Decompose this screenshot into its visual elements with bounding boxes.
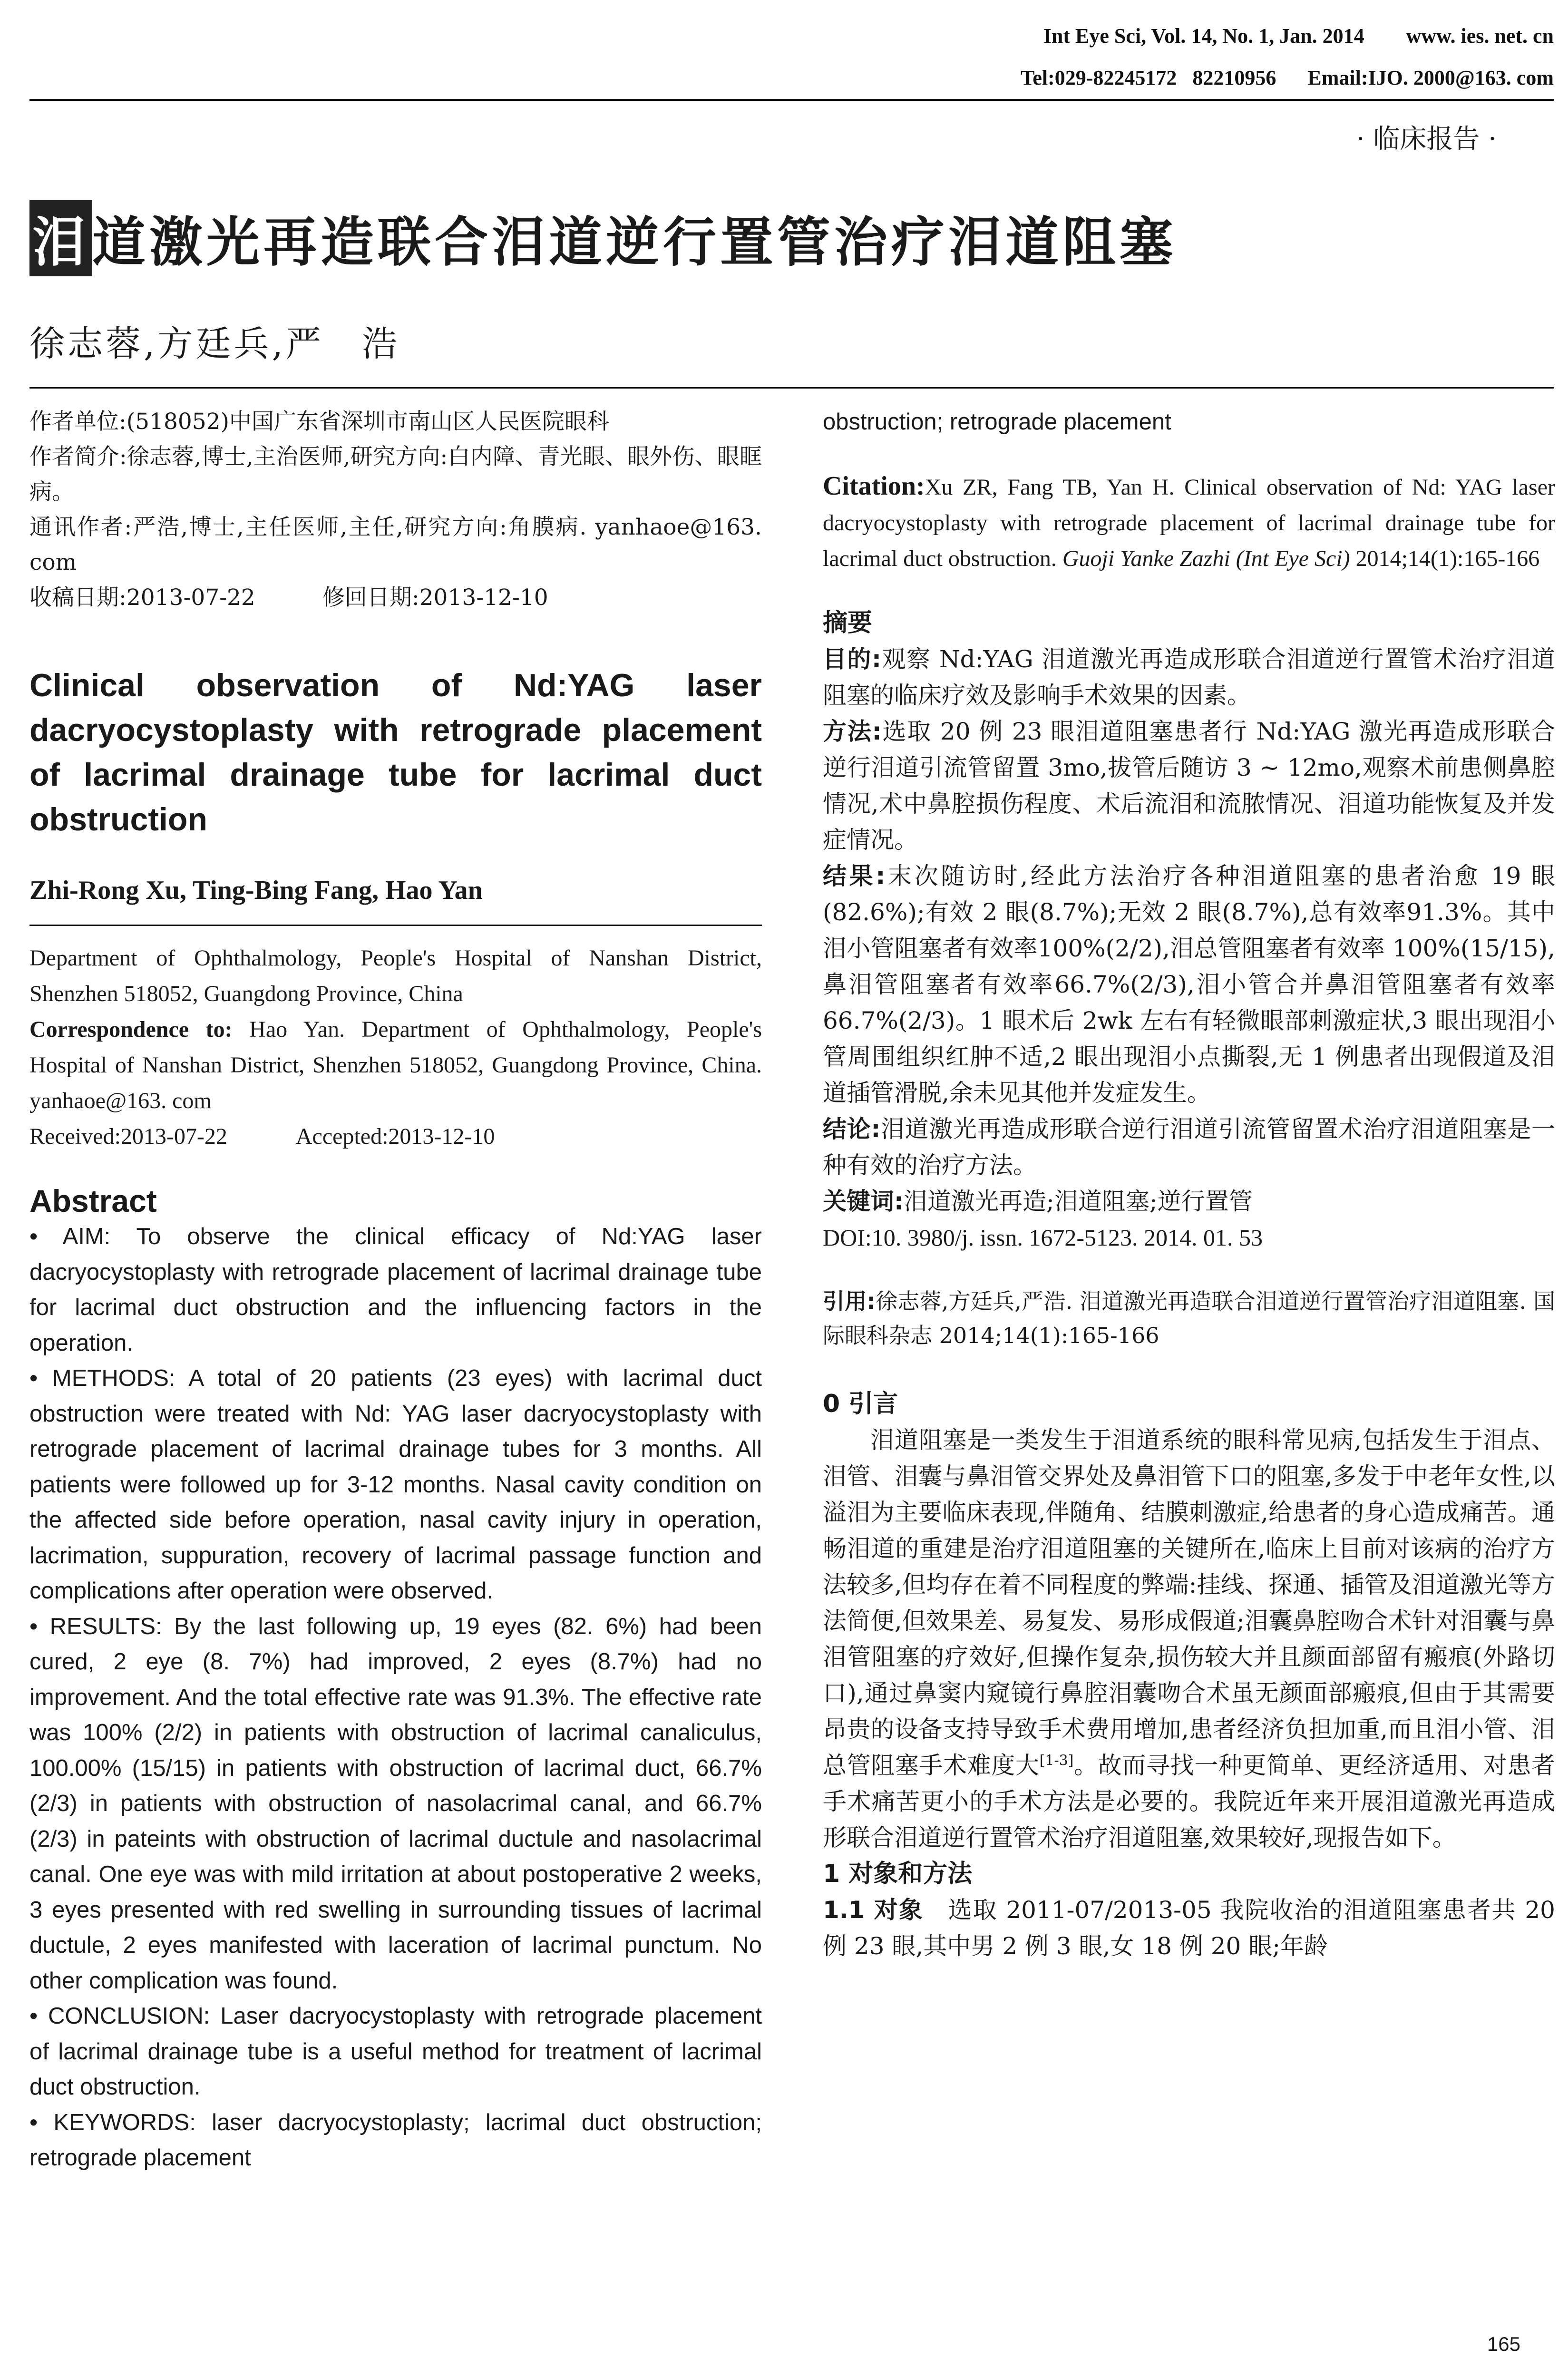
methods-heading: 1 对象和方法: [823, 1859, 973, 1888]
abstract-en: [29, 1219, 762, 2171]
title-rule: [29, 387, 1554, 389]
doi: DOI:10. 3980/j. issn. 1672-5123. 2014. 01. 53: [823, 1224, 1263, 1251]
left-column: [29, 404, 762, 2171]
citation-label: Citation:: [823, 471, 925, 501]
affiliation-en: Department of Ophthalmology, People's Hospital of Nanshan District, Shenzhen 518052, Guangdong Province, China: [29, 945, 762, 1006]
abstract-cn-keywords-text: 泪道激光再造;泪道阻塞;逆行置管: [904, 1187, 1253, 1215]
citation-journal: Guoji Yanke Zazhi (Int Eye Sci): [1062, 546, 1350, 571]
abstract-cn-results: [823, 858, 1555, 1111]
abstract-cn-aim-label: 目的:: [823, 645, 881, 673]
abstract-cn-results-text: 末次随访时,经此方法治疗各种泪道阻塞的患者治愈 19 眼(82.6%);有效 2 眼(8.7%);无效 2 眼(8.7%),总有效率91.3%。其中泪小管阻塞者有效率100%(2/2),泪总管阻塞者有效率 100%(15/15),鼻泪管阻塞者有效率66.7%(2/3),泪小管合并鼻泪管阻塞者有效率 66.7%(2/3)。1 眼术后 2wk 左右有轻微眼部刺激症状,3 眼出现泪小管周围组织红肿不适,2 眼出现泪小点撕裂,无 1 例患者出现假道及泪道插管滑脱,余未见其他并发症发生。: [823, 862, 1555, 1107]
abstract-cn-aim-text: 观察 Nd:YAG 泪道激光再造成形联合泪道逆行置管术治疗泪道阻塞的临床疗效及影响手术效果的因素。: [823, 645, 1555, 709]
contact-header: Tel:029-82245172 82210956 Email:IJO. 2000@163. com: [1021, 66, 1554, 89]
abstract-conclusion: • CONCLUSION: Laser dacryocystoplasty with retrograde placement of lacrimal drainage tube is a useful method for treatment of lacrimal duct obstruction.: [29, 2003, 762, 2100]
authors-en: Zhi-Rong Xu, Ting-Bing Fang, Hao Yan: [29, 876, 483, 905]
abstract-aim: • AIM: To observe the clinical efficacy of Nd:YAG laser dacryocystoplasty with retrograde placement of lacrimal drainage tube for lacrimal duct obstruction and the influencing factors in the operation.: [29, 1224, 762, 1356]
methods-text: 选取 2011-07/2013-05 我院收治的泪道阻塞患者共 20 例 23 眼,其中男 2 例 3 眼,女 18 例 20 眼;年龄: [823, 1896, 1555, 1960]
corresponding-author-cn: 通讯作者:严浩,博士,主任医师,主任,研究方向:角膜病. yanhaoe@163. com: [29, 514, 762, 575]
citation-cn: [823, 1284, 1555, 1353]
intro-paragraph: [823, 1422, 1555, 1856]
correspondence-en: [29, 1012, 762, 1119]
journal-header: Int Eye Sci, Vol. 14, No. 1, Jan. 2014 www. ies. net. cn: [1043, 24, 1554, 48]
intro-heading: 0 引言: [823, 1389, 898, 1418]
front-matter-en: [29, 940, 762, 1154]
intro-ref: [1-3]: [1039, 1752, 1074, 1769]
methods-sub-label: 1.1 对象: [823, 1896, 924, 1924]
section-label: · 临床报告 ·: [1356, 124, 1497, 155]
dates-cn: 收稿日期:2013-07-22 修回日期:2013-12-10: [29, 585, 548, 611]
dates-en: Received:2013-07-22 Accepted:2013-12-10: [29, 1124, 495, 1149]
abstract-cn-results-label: 结果:: [823, 862, 886, 890]
abstract-cn-conclusion: [823, 1111, 1555, 1183]
abstract-cn-keywords: [823, 1183, 1555, 1219]
page-number: 165: [1487, 2333, 1520, 2355]
abstract-keywords: • KEYWORDS: laser dacryocystoplasty; lacrimal duct obstruction; retrograde placement: [29, 2109, 762, 2171]
correspondence-text: Hao Yan. Department of Ophthalmology, People's Hospital of Nanshan District, Shenzhen 518052, Guangdong Province, China. yanhaoe@163. com: [29, 1017, 762, 1113]
abstract-heading: Abstract: [29, 1183, 157, 1218]
title-drop-char: 泪: [29, 200, 92, 276]
author-bio-cn: 作者简介:徐志蓉,博士,主治医师,研究方向:白内障、青光眼、眼外伤、眼眶病。: [29, 444, 762, 505]
header-rule: [29, 99, 1554, 101]
citation-cn-label: 引用:: [823, 1288, 876, 1314]
keywords-continued: obstruction; retrograde placement: [823, 409, 1171, 435]
abstract-cn: [823, 641, 1555, 1256]
right-column: [823, 404, 1555, 1964]
abstract-cn-aim: [823, 641, 1555, 713]
methods-paragraph: [823, 1892, 1555, 1964]
author-affiliation-cn: 作者单位:(518052)中国广东省深圳市南山区人民医院眼科: [29, 409, 609, 435]
intro-text-2: 。故而寻找一种更简单、更经济适用、对患者手术痛苦更小的手术方法是必要的。我院近年来开展泪道激光再造成形联合泪道逆行置管术治疗泪道阻塞,效果较好,现报告如下。: [823, 1751, 1556, 1851]
citation-text: Xu ZR, Fang TB, Yan H. Clinical observation of Nd: YAG laser dacryocystoplasty with retrograde placement of lacrimal drainage tube for lacrimal duct obstruction.: [823, 474, 1555, 571]
abstract-cn-conclusion-label: 结论:: [823, 1115, 881, 1143]
abstract-cn-methods: [823, 713, 1555, 858]
front-matter-cn: [29, 404, 762, 615]
paper-title-cn: [29, 200, 1177, 276]
correspondence-label: Correspondence to:: [29, 1017, 233, 1042]
abstract-results: • RESULTS: By the last following up, 19 eyes (82. 6%) had been cured, 2 eye (8. 7%) had improved, 2 eyes (8.7%) had no improvement. And the total effective rate was 91.3%. The effective rate was 100% (2/2) in patients with obstruction of lacrimal canaliculus, 100.00% (15/15) in patients with obstruction of lacrimal duct, 66.7% (2/3) in patients with obstruction of nasolacrimal canal, and 66.7% (2/3) in pateints with obstruction of lacrimal ductule and nasolacrimal canal. One eye was with mild irritation at about postoperative 2 weeks, 3 eyes presented with red swelling in surrounding tissues of lacrimal ductule, 2 eyes manifested with laceration of lacrimal punctum. No other complication was found.: [29, 1613, 762, 1994]
abstract-methods: • METHODS: A total of 20 patients (23 eyes) with lacrimal duct obstruction were treated with Nd: YAG laser dacryocystoplasty with retrograde placement of lacrimal drainage tubes for 3 months. All patients were followed up for 3-12 months. Nasal cavity condition on the affected side before operation, nasal cavity injury in operation, lacrimation, suppuration, recovery of lacrimal passage function and complications after operation were observed.: [29, 1365, 762, 1604]
citation-tail: 2014;14(1):165-166: [1355, 546, 1540, 571]
citation-en: [823, 468, 1555, 576]
abstract-cn-methods-text: 选取 20 例 23 眼泪道阻塞患者行 Nd:YAG 激光再造成形联合逆行泪道引流管留置 3mo,拔管后随访 3 ~ 12mo,观察术前患侧鼻腔情况,术中鼻腔损伤程度、术后流泪和流脓情况、泪道功能恢复及并发症情况。: [823, 717, 1555, 854]
paper-title-en: Clinical observation of Nd:YAG laser dacryocystoplasty with retrograde placement of lacrimal drainage tube for lacrimal duct obstruction: [29, 667, 762, 838]
abstract-cn-heading: 摘要: [823, 608, 873, 637]
title-rest: 道激光再造联合泪道逆行置管治疗泪道阻塞: [92, 212, 1177, 273]
intro-text-1: 泪道阻塞是一类发生于泪道系统的眼科常见病,包括发生于泪点、泪管、泪囊与鼻泪管交界处及鼻泪管下口的阻塞,多发于中老年女性,以溢泪为主要临床表现,伴随角、结膜刺激症,给患者的身心造成痛苦。通畅泪道的重建是治疗泪道阻塞的关键所在,临床上目前对该病的治疗方法较多,但均存在着不同程度的弊端:挂线、探通、插管及泪道激光等方法简便,但效果差、易复发、易形成假道;泪囊鼻腔吻合术针对泪囊与鼻泪管阻塞的疗效好,但操作复杂,损伤较大并且颜面部留有瘢痕(外路切口),通过鼻窦内窥镜行鼻腔泪囊吻合术虽无颜面部瘢痕,但由于其需要昂贵的设备支持导致手术费用增加,患者经济负担加重,而且泪小管、泪总管阻塞手术难度大: [823, 1426, 1555, 1779]
abstract-cn-methods-label: 方法:: [823, 717, 882, 745]
abstract-cn-keywords-label: 关键词:: [823, 1187, 904, 1215]
citation-cn-text: 徐志蓉,方廷兵,严浩. 泪道激光再造联合泪道逆行置管治疗泪道阻塞. 国际眼科杂志 2014;14(1):165-166: [823, 1288, 1556, 1348]
abstract-cn-conclusion-text: 泪道激光再造成形联合逆行泪道引流管留置术治疗泪道阻塞是一种有效的治疗方法。: [823, 1115, 1556, 1179]
authors-cn: 徐志蓉,方廷兵,严 浩: [29, 323, 400, 364]
